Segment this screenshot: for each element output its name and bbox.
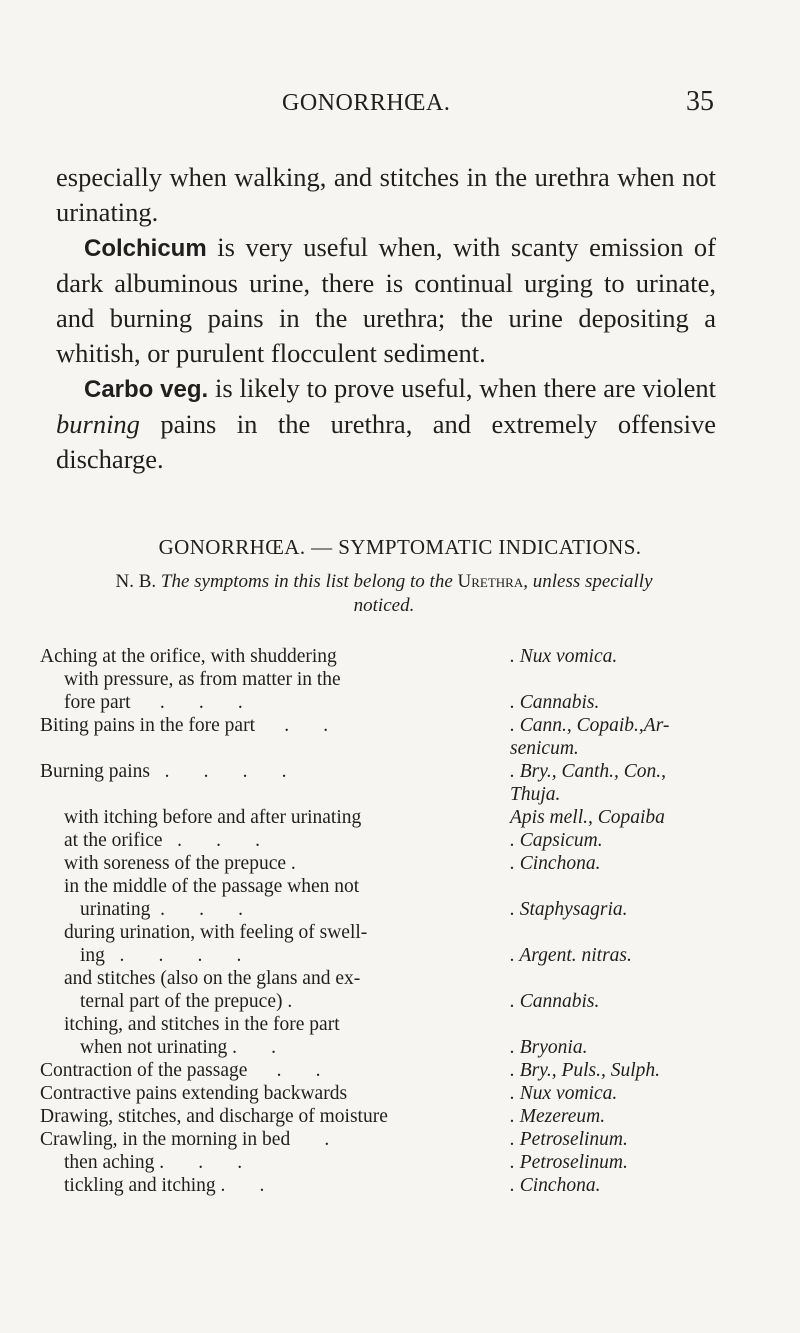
table-row [0,669,800,692]
symptom-text: Aching at the orifice, with shuddering [40,646,337,667]
symptom-text: with pressure, as from matter in the [64,669,341,690]
remedy-text: . Cinchona. [510,1175,601,1196]
table-row [0,991,800,1014]
symptom-text: fore part . . . [64,692,243,713]
symptom-text: then aching . . . [64,1152,243,1173]
running-head: GONORRHŒA. [282,90,451,116]
remedy-text: . Cannabis. [510,991,600,1012]
table-row [0,1152,800,1175]
remedy-text: . Nux vomica. [510,646,618,667]
note-urethra: Urethra [457,571,524,592]
note-lead: N. B. [115,571,157,592]
remedy-text: . Cannabis. [510,692,600,713]
symptom-text: Biting pains in the fore part . . [40,715,329,736]
table-row [0,784,800,807]
note: N. B. The symptoms in this list belong to the Urethra, unless specially noticed. [115,571,653,616]
symptom-text: and stitches (also on the glans and ex- [64,968,361,989]
page-number: 35 [686,86,714,117]
remedy-text: . Bry., Puls., Sulph. [510,1060,661,1081]
emphasis-text: burning [56,409,140,439]
table-row [0,692,800,715]
table-row [0,807,800,830]
table-row [0,922,800,945]
table-row [0,1083,800,1106]
remedy-text: . Mezereum. [510,1106,606,1127]
symptom-text: when not urinating . . [80,1037,277,1058]
table-row [0,830,800,853]
paragraph-text: pains in the urethra, and extremely offensive discharge. [56,409,716,474]
remedy-text: . Cinchona. [510,853,601,874]
remedy-text: senicum. [510,738,579,759]
table-row [0,646,800,669]
table-row [0,1037,800,1060]
symptom-text: itching, and stitches in the fore part [64,1014,340,1035]
remedy-name: Carbo veg. [84,376,209,403]
symptom-text: at the orifice . . . [64,830,261,851]
remedy-text: . Petroselinum. [510,1129,628,1150]
remedy-text: Thuja. [510,784,561,805]
remedy-text: . Staphysagria. [510,899,628,920]
section-title: GONORRHŒA. — SYMPTOMATIC INDICATIONS. [158,535,642,559]
symptom-text: ing . . . . [80,945,242,966]
table-row [0,1014,800,1037]
symptom-text: Burning pains . . . . [40,761,287,782]
table-row [0,1129,800,1152]
paragraph-text: is very useful when, with scanty emission of dark albuminous urine, there is continual urging to urinate, and burning pains in the urethra; the urine depositing a whitish, or purulent flocculent sediment. [56,232,716,368]
table-row [0,1106,800,1129]
remedy-name: Colchicum [84,235,207,262]
table-row [0,1060,800,1083]
table-row [0,715,800,738]
table-row [0,899,800,922]
table-row [0,876,800,899]
table-row [0,853,800,876]
symptom-text: ternal part of the prepuce) . [80,991,293,1012]
symptom-text: Contraction of the passage . . [40,1060,321,1081]
symptom-text: with soreness of the prepuce . [64,853,296,874]
remedy-text: . Nux vomica. [510,1083,618,1104]
symptom-text: Crawling, in the morning in bed . [40,1129,330,1150]
symptom-text: in the middle of the passage when not [64,876,360,897]
table-row [0,945,800,968]
prose-block [56,160,716,477]
remedy-text: . Bry., Canth., Con., [510,761,667,782]
page-header [0,86,800,126]
table-row [0,968,800,991]
paragraph-text: is likely to prove useful, when there are violent [208,373,717,403]
paragraph-text: especially when walking, and stitches in the urethra when not urinating. [56,162,716,227]
symptom-text: urinating . . . [80,899,244,920]
symptom-text: during urination, with feeling of swell- [64,922,368,943]
table-row [0,738,800,761]
paragraph-continuation [56,160,716,230]
table-row [0,761,800,784]
note-text: unless specially noticed. [353,571,653,616]
symptom-text: with itching before and after urinating [64,807,362,828]
remedy-text: . Bryonia. [510,1037,588,1058]
remedy-text: . Cann., Copaib.,Ar- [510,715,670,736]
remedy-text: Apis mell., Copaiba [510,807,665,828]
remedy-text: . Capsicum. [510,830,603,851]
paragraph-carbo-veg [56,371,716,477]
note-text: The symptoms in this list belong to the [160,571,453,592]
remedy-text: . Argent. nitras. [510,945,632,966]
symptom-text: Drawing, stitches, and discharge of moisture [40,1106,388,1127]
table-row [0,1175,800,1198]
symptom-text: tickling and itching . . [64,1175,265,1196]
paragraph-colchicum [56,230,716,371]
remedy-text: . Petroselinum. [510,1152,628,1173]
symptom-text: Contractive pains extending backwards [40,1083,348,1104]
